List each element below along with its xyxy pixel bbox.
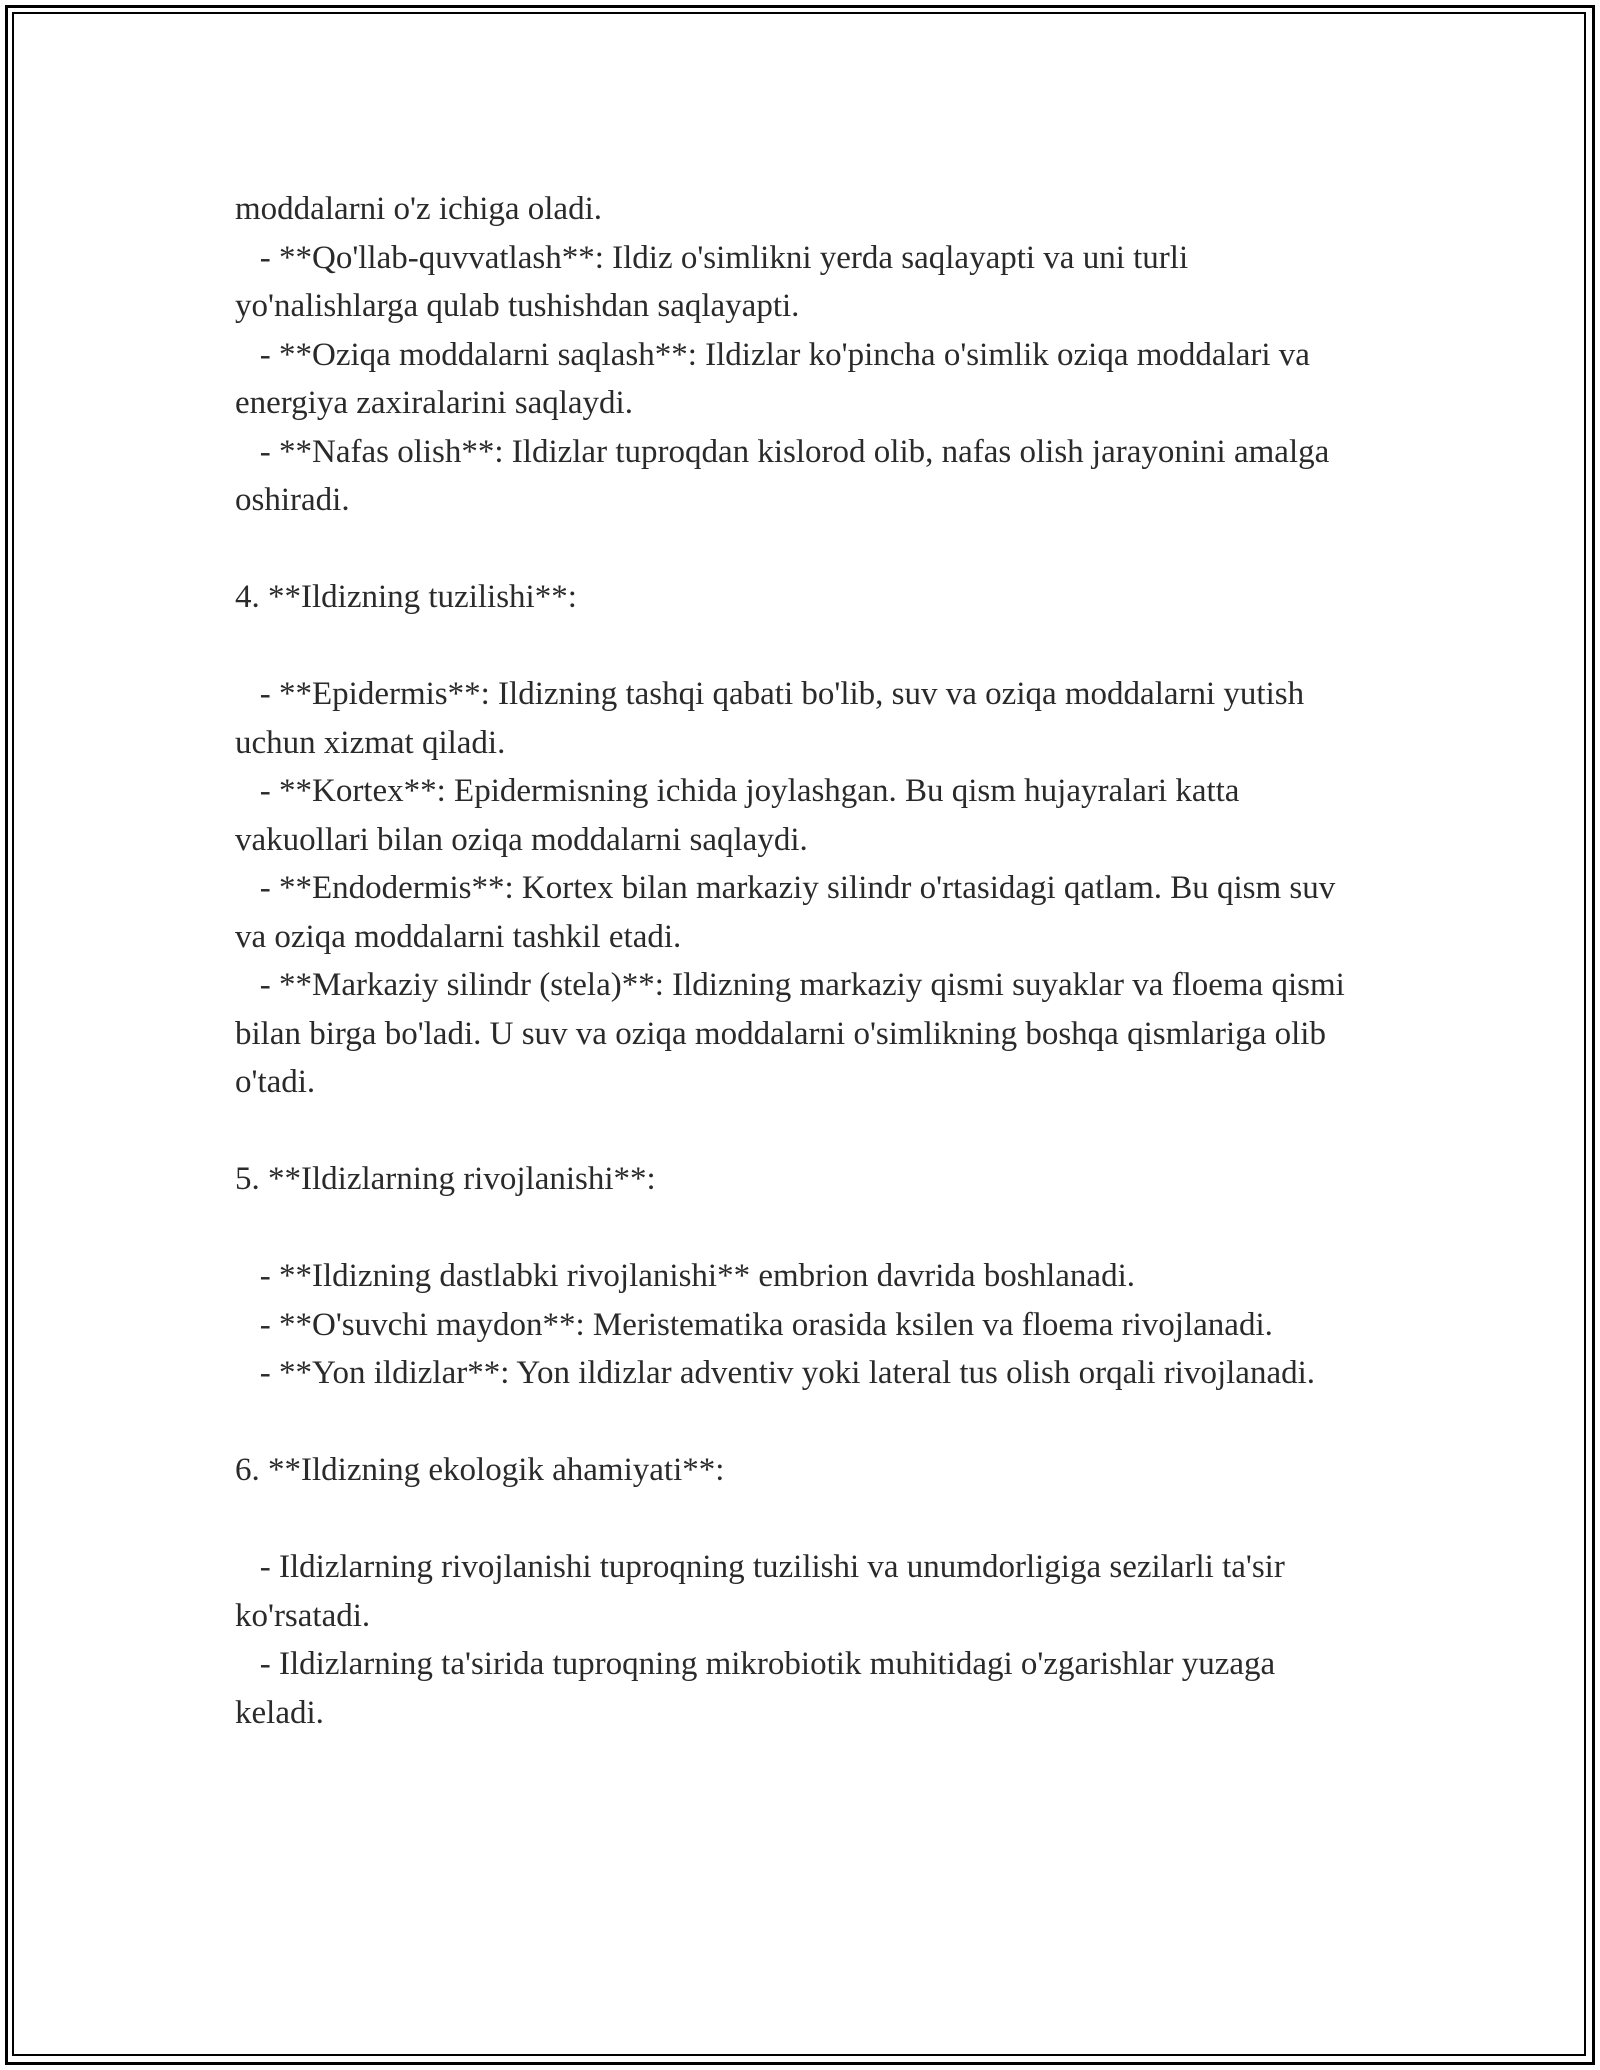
bullet-lateral-roots: - **Yon ildizlar**: Yon ildizlar adventiv yoki lateral tus olish orqali rivojlanadi. bbox=[235, 1355, 1316, 1391]
blank-line bbox=[235, 622, 1370, 671]
bullet-soil-structure: - Ildizlarning rivojlanishi tuproqning tuzilishi va unumdorligiga sezilarli ta'sir ko'rsatadi. bbox=[235, 1549, 1294, 1634]
document-body bbox=[235, 185, 1370, 1737]
blank-line bbox=[235, 1398, 1370, 1447]
bullet-early-development: - **Ildizning dastlabki rivojlanishi** embrion davrida boshlanadi. bbox=[235, 1258, 1135, 1294]
section-heading-development: 5. **Ildizlarning rivojlanishi**: bbox=[235, 1161, 656, 1197]
blank-line bbox=[235, 525, 1370, 574]
blank-line bbox=[235, 1204, 1370, 1253]
blank-line bbox=[235, 1495, 1370, 1544]
bullet-support: - **Qo'llab-quvvatlash**: Ildiz o'simlikni yerda saqlayapti va uni turli yo'nalishlarga qulab tushishdan saqlayapti. bbox=[235, 239, 1197, 324]
section-heading-structure: 4. **Ildizning tuzilishi**: bbox=[235, 579, 577, 615]
bullet-growth-zone: - **O'suvchi maydon**: Meristematika orasida ksilen va floema rivojlanadi. bbox=[235, 1306, 1273, 1343]
blank-line bbox=[235, 1107, 1370, 1156]
bullet-cortex: - **Kortex**: Epidermisning ichida joylashgan. Bu qism hujayralari katta vakuollari bilan oziqa moddalarni saqlaydi. bbox=[235, 773, 1248, 858]
bullet-respiration: - **Nafas olish**: Ildizlar tuproqdan kislorod olib, nafas olish jarayonini amalga oshiradi. bbox=[235, 433, 1338, 518]
bullet-nutrient-storage: - **Oziqa moddalarni saqlash**: Ildizlar ko'pincha o'simlik oziqa moddalari va energiya zaxiralarini saqlaydi. bbox=[235, 336, 1319, 421]
bullet-microbiome: - Ildizlarning ta'sirida tuproqning mikrobiotik muhitidagi o'zgarishlar yuzaga keladi. bbox=[235, 1646, 1284, 1731]
bullet-stele: - **Markaziy silindr (stela)**: Ildizning markaziy qismi suyaklar va floema qismi bilan birga bo'ladi. U suv va oziqa moddalarni o'simlikning boshqa qismlariga olib o'tadi. bbox=[235, 967, 1354, 1100]
section-heading-ecology: 6. **Ildizning ekologik ahamiyati**: bbox=[235, 1452, 725, 1488]
bullet-endodermis: - **Endodermis**: Kortex bilan markaziy silindr o'rtasidagi qatlam. Bu qism suv va oziqa moddalarni tashkil etadi. bbox=[235, 870, 1344, 955]
paragraph-line: moddalarni o'z ichiga oladi. bbox=[235, 191, 602, 227]
bullet-epidermis: - **Epidermis**: Ildizning tashqi qabati bo'lib, suv va oziqa moddalarni yutish uchun xizmat qiladi. bbox=[235, 676, 1313, 761]
